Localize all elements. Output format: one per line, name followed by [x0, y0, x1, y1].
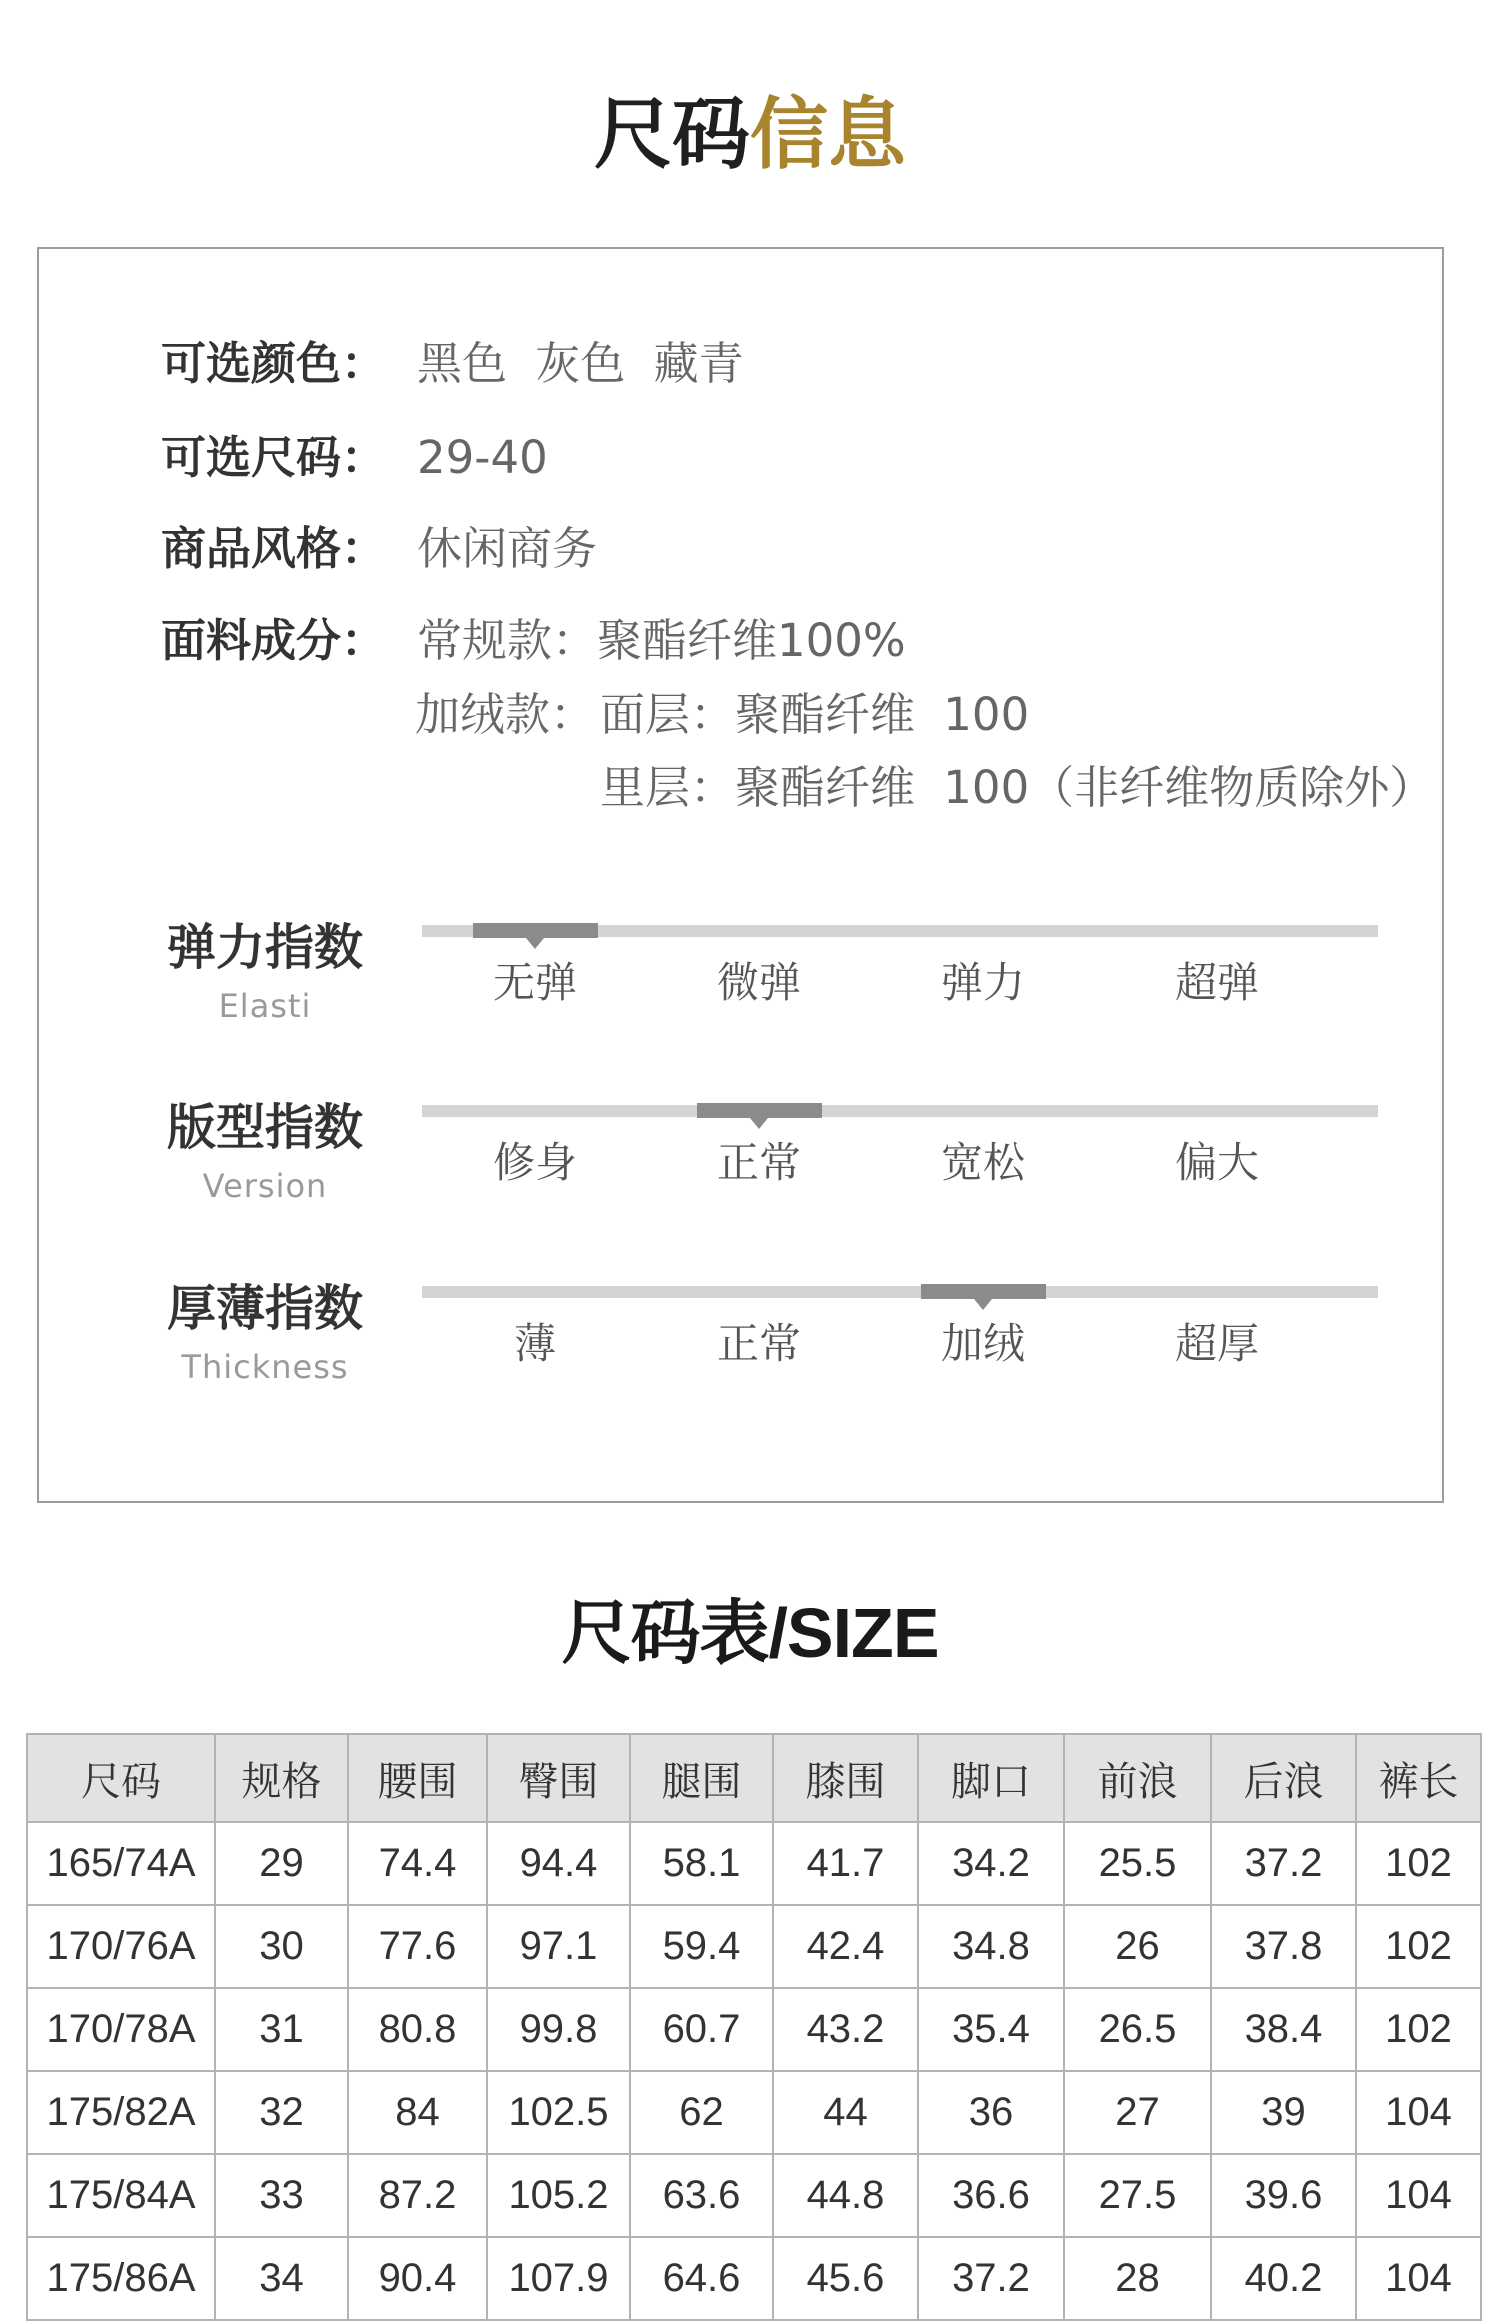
- info-label: 可选尺码：: [161, 431, 387, 484]
- info-value: 黑色 灰色 藏青: [417, 337, 744, 390]
- info-row-colors: [161, 334, 744, 394]
- table-row: [27, 1822, 1481, 1905]
- table-cell: 94.4: [487, 1822, 630, 1905]
- table-row: [27, 2071, 1481, 2154]
- index-level-marker: [473, 923, 598, 938]
- table-header-cell: 前浪: [1064, 1734, 1211, 1822]
- fleece-inner-layer: 里层：聚酯纤维 100（非纤维物质除外）: [600, 761, 1435, 814]
- info-value: 休闲商务: [417, 522, 598, 575]
- index-option: 宽松: [940, 1138, 1025, 1187]
- table-row: [27, 1988, 1481, 2071]
- table-cell: 39: [1211, 2071, 1356, 2154]
- table-cell: 175/86A: [27, 2237, 215, 2320]
- index-option: 正常: [716, 1138, 801, 1187]
- table-cell: 104: [1356, 2237, 1481, 2320]
- table-cell: 104: [1356, 2071, 1481, 2154]
- thickness-index: [0, 1279, 1500, 1399]
- info-label: 可选颜色：: [161, 337, 387, 390]
- info-label: 商品风格：: [161, 522, 387, 575]
- size-table: [26, 1733, 1482, 2321]
- table-cell: 99.8: [487, 1988, 630, 2071]
- table-cell: 80.8: [348, 1988, 487, 2071]
- table-cell: 38.4: [1211, 1988, 1356, 2071]
- table-cell: 170/78A: [27, 1988, 215, 2071]
- info-value: 常规款：聚酯纤维100%: [417, 614, 906, 667]
- table-cell: 25.5: [1064, 1822, 1211, 1905]
- page-title-main: 尺码: [593, 90, 750, 180]
- table-cell: 62: [630, 2071, 773, 2154]
- table-header-cell: 腿围: [630, 1734, 773, 1822]
- info-row-fabric: [161, 611, 906, 671]
- table-cell: 59.4: [630, 1905, 773, 1988]
- page-title: [0, 90, 1500, 180]
- table-cell: 107.9: [487, 2237, 630, 2320]
- table-cell: 37.2: [1211, 1822, 1356, 1905]
- table-cell: 42.4: [773, 1905, 918, 1988]
- table-cell: 43.2: [773, 1988, 918, 2071]
- table-header-cell: 腰围: [348, 1734, 487, 1822]
- table-header-cell: 膝围: [773, 1734, 918, 1822]
- info-value: 29-40: [417, 431, 548, 484]
- table-header-cell: 后浪: [1211, 1734, 1356, 1822]
- index-option: 加绒: [940, 1319, 1025, 1368]
- table-cell: 102: [1356, 1988, 1481, 2071]
- table-body: [27, 1822, 1481, 2320]
- table-cell: 77.6: [348, 1905, 487, 1988]
- table-cell: 34: [215, 2237, 348, 2320]
- table-cell: 102: [1356, 1905, 1481, 1988]
- table-cell: 60.7: [630, 1988, 773, 2071]
- table-header-row: [27, 1734, 1481, 1822]
- size-table-title: 尺码表/SIZE: [561, 1594, 939, 1672]
- index-label: 厚薄指数: [166, 1280, 363, 1337]
- info-row-style: [161, 519, 597, 579]
- table-header-cell: 脚口: [918, 1734, 1064, 1822]
- fit-index: [0, 1098, 1500, 1218]
- index-label: 版型指数: [166, 1099, 363, 1156]
- index-option: 偏大: [1174, 1138, 1259, 1187]
- pointer-triangle-icon: [526, 938, 544, 949]
- index-option: 微弹: [716, 958, 801, 1007]
- table-cell: 37.2: [918, 2237, 1064, 2320]
- table-cell: 41.7: [773, 1822, 918, 1905]
- table-cell: 31: [215, 1988, 348, 2071]
- index-label: 弹力指数: [166, 919, 363, 976]
- table-cell: 26: [1064, 1905, 1211, 1988]
- table-cell: 97.1: [487, 1905, 630, 1988]
- table-cell: 32: [215, 2071, 348, 2154]
- index-option: 薄: [513, 1319, 556, 1368]
- table-cell: 63.6: [630, 2154, 773, 2237]
- table-cell: 58.1: [630, 1822, 773, 1905]
- elasticity-index: [0, 918, 1500, 1038]
- fleece-label: 加绒款：: [415, 688, 596, 741]
- index-scale-bar: [422, 1286, 1378, 1298]
- table-cell: 44.8: [773, 2154, 918, 2237]
- table-cell: 27.5: [1064, 2154, 1211, 2237]
- info-row-sizes: [161, 428, 548, 488]
- table-cell: 44: [773, 2071, 918, 2154]
- index-option: 修身: [492, 1138, 577, 1187]
- table-cell: 33: [215, 2154, 348, 2237]
- table-cell: 39.6: [1211, 2154, 1356, 2237]
- table-cell: 35.4: [918, 1988, 1064, 2071]
- table-cell: 26.5: [1064, 1988, 1211, 2071]
- index-option: 无弹: [492, 958, 577, 1007]
- index-level-marker: [921, 1284, 1046, 1299]
- table-cell: 175/82A: [27, 2071, 215, 2154]
- table-row: [27, 2154, 1481, 2237]
- index-option: 超厚: [1174, 1319, 1259, 1368]
- index-scale-bar: [422, 1105, 1378, 1117]
- table-cell: 27: [1064, 2071, 1211, 2154]
- table-header-cell: 尺码: [27, 1734, 215, 1822]
- table-cell: 28: [1064, 2237, 1211, 2320]
- index-level-marker: [697, 1103, 822, 1118]
- index-option: 超弹: [1174, 958, 1259, 1007]
- table-cell: 102.5: [487, 2071, 630, 2154]
- table-cell: 40.2: [1211, 2237, 1356, 2320]
- index-sublabel: Thickness: [181, 1348, 349, 1386]
- info-row-fleece-outer: [415, 685, 1029, 745]
- table-cell: 64.6: [630, 2237, 773, 2320]
- table-cell: 36.6: [918, 2154, 1064, 2237]
- table-header-cell: 臀围: [487, 1734, 630, 1822]
- table-cell: 165/74A: [27, 1822, 215, 1905]
- table-cell: 90.4: [348, 2237, 487, 2320]
- table-cell: 87.2: [348, 2154, 487, 2237]
- table-cell: 105.2: [487, 2154, 630, 2237]
- index-sublabel: Elasti: [218, 987, 312, 1025]
- table-cell: 170/76A: [27, 1905, 215, 1988]
- table-cell: 74.4: [348, 1822, 487, 1905]
- pointer-triangle-icon: [974, 1299, 992, 1310]
- table-header-cell: 裤长: [1356, 1734, 1481, 1822]
- page-title-accent: 信息: [750, 90, 907, 180]
- table-cell: 37.8: [1211, 1905, 1356, 1988]
- fleece-outer-layer: 面层：聚酯纤维 100: [600, 688, 1030, 741]
- table-cell: 175/84A: [27, 2154, 215, 2237]
- table-cell: 84: [348, 2071, 487, 2154]
- table-cell: 45.6: [773, 2237, 918, 2320]
- table-cell: 102: [1356, 1822, 1481, 1905]
- pointer-triangle-icon: [750, 1118, 768, 1129]
- table-row: [27, 2237, 1481, 2320]
- table-cell: 30: [215, 1905, 348, 1988]
- table-cell: 29: [215, 1822, 348, 1905]
- table-cell: 34.2: [918, 1822, 1064, 1905]
- index-option: 弹力: [940, 958, 1025, 1007]
- table-cell: 36: [918, 2071, 1064, 2154]
- index-sublabel: Version: [202, 1167, 328, 1205]
- index-option: 正常: [716, 1319, 801, 1368]
- table-row: [27, 1905, 1481, 1988]
- table-header-cell: 规格: [215, 1734, 348, 1822]
- table-cell: 34.8: [918, 1905, 1064, 1988]
- table-cell: 104: [1356, 2154, 1481, 2237]
- info-label: 面料成分：: [161, 614, 387, 667]
- info-row-fleece-inner: [600, 758, 1434, 818]
